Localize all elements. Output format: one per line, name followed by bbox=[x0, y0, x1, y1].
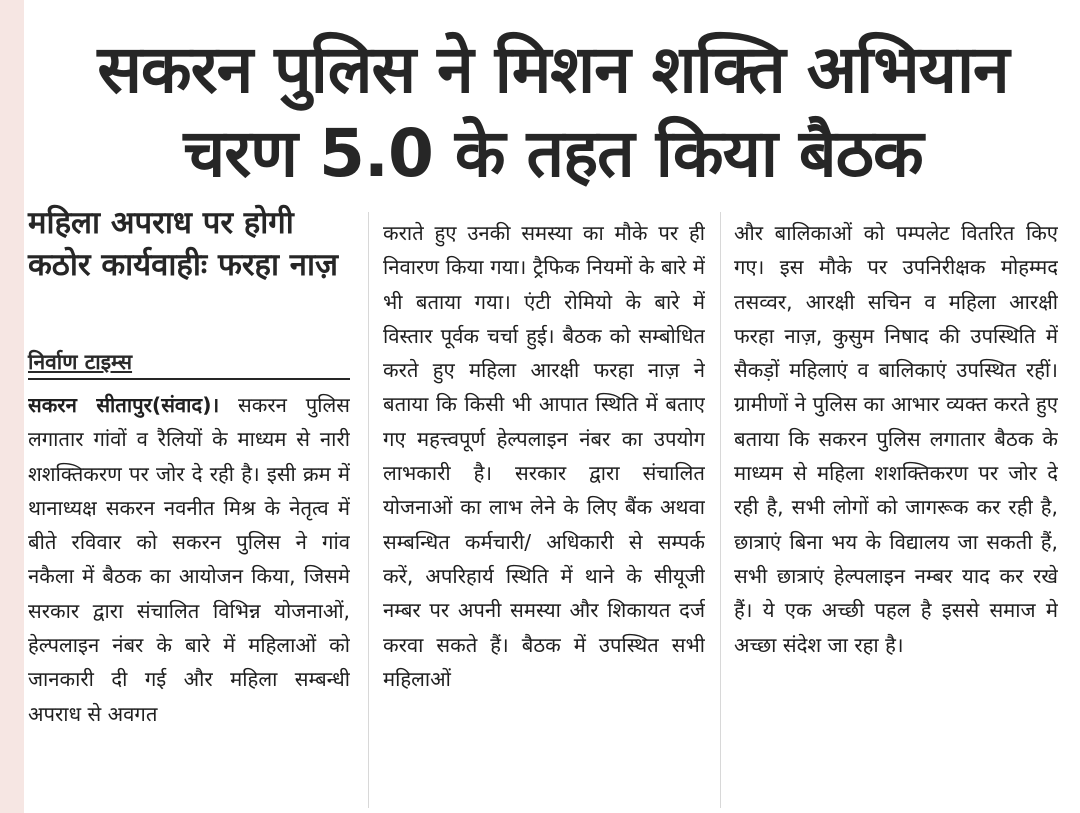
article-column-1 bbox=[28, 388, 350, 808]
page-edge-strip bbox=[0, 0, 24, 813]
headline bbox=[26, 28, 1080, 196]
column-3-text: और बालिकाओं को पम्पलेट वितरित किए गए। इस मौके पर उपनिरीक्षक मोहम्मद तसव्वर, आरक्षी सचिन व महिला आरक्षी फरहा नाज़, कुसुम निषाद की उपस्थिति में सैकड़ों महिलाएं व बालिकाएं उपस्थित रहीं। ग्रामीणों ने पुलिस का आभार व्यक्त करते हुए बताया कि सकरन पुलिस लगातार बैठक के माध्यम से महिला शशक्तिकरण पर जोर दे रही है, सभी लोगों को जागरूक कर रही है, छात्राएं बिना भय के विद्यालय जा सकती हैं, सभी छात्राएं हेल्पलाइन नम्बर याद कर रखे हैं। ये एक अच्छी पहल है इससे समाज मे अच्छा संदेश जा रहा है। bbox=[734, 221, 1058, 657]
dateline: सकरन सीतापुर(संवाद)। bbox=[28, 393, 220, 417]
paragraph bbox=[28, 388, 350, 731]
article-column-2 bbox=[383, 216, 705, 806]
byline-block bbox=[28, 348, 350, 380]
article-column-3 bbox=[734, 216, 1058, 806]
column-divider bbox=[368, 212, 369, 808]
byline: निर्वाण टाइम्स bbox=[28, 350, 133, 374]
headline-line-1: सकरन पुलिस ने मिशन शक्ति अभियान bbox=[97, 31, 1009, 108]
column-2-text: कराते हुए उनकी समस्या का मौके पर ही निवारण किया गया। ट्रैफिक नियमों के बारे में भी बताया गया। एंटी रोमियो के बारे में विस्तार पूर्वक चर्चा हुई। बैठक को सम्बोधित करते हुए महिला आरक्षी फरहा नाज़ ने बताया कि किसी भी आपात स्थिति में बताए गए महत्त्वपूर्ण हेल्पलाइन नंबर का उपयोग लाभकारी है। सरकार द्वारा संचालित योजनाओं का लाभ लेने के लिए बैंक अथवा सम्बन्धित कर्मचारी/ अधिकारी से सम्पर्क करें, अपरिहार्य स्थिति में थाने के सीयूजी नम्बर पर अपनी समस्या और शिकायत दर्ज करवा सकते हैं। बैठक में उपस्थित सभी महिलाओं bbox=[383, 221, 705, 691]
top-rule bbox=[24, 0, 1080, 6]
column-1-text: सकरन पुलिस लगातार गांवों व रैलियों के माध्यम से नारी शशक्तिकरण पर जोर दे रही है। इसी क्रम में थानाध्यक्ष सकरन नवनीत मिश्र के नेतृत्व में बीते रविवार को सकरन पुलिस ने गांव नकैला में बैठक का आयोजन किया, जिसमे सरकार द्वारा संचालित विभिन्न योजनाओं, हेल्पलाइन नंबर के बारे में महिलाओं को जानकारी दी गई और महिला सम्बन्धी अपराध से अवगत bbox=[28, 393, 350, 726]
subheadline: महिला अपराध पर होगी कठोर कार्यवाहीः फरहा नाज़ bbox=[28, 205, 339, 283]
column-divider bbox=[720, 212, 721, 808]
headline-line-2: चरण 5.0 के तहत किया बैठक bbox=[183, 115, 923, 192]
